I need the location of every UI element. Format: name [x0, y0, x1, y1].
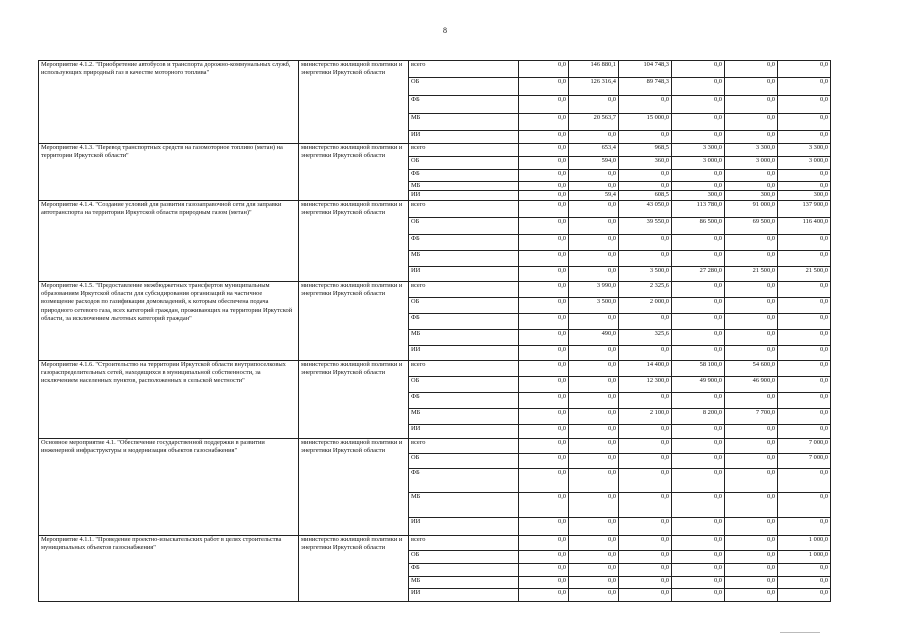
amount-cell: 0,0 — [569, 170, 619, 182]
amount-cell: 0,0 — [725, 297, 778, 313]
amount-cell: 0,0 — [519, 61, 569, 78]
amount-cell: 0,0 — [519, 329, 569, 345]
amount-cell: 3 000,0 — [778, 157, 831, 170]
funding-source-cell: ФБ — [409, 313, 519, 329]
amount-cell: 3 000,0 — [672, 157, 725, 170]
amount-cell: 49 900,0 — [672, 376, 725, 392]
amount-cell: 0,0 — [725, 517, 778, 535]
amount-cell: 0,0 — [569, 313, 619, 329]
amount-cell: 15 000,0 — [619, 114, 672, 131]
amount-cell: 0,0 — [778, 96, 831, 114]
amount-cell: 0,0 — [569, 345, 619, 360]
amount-cell: 0,0 — [672, 313, 725, 329]
amount-cell: 0,0 — [519, 517, 569, 535]
funding-source-cell: всего — [409, 144, 519, 157]
amount-cell: 0,0 — [519, 200, 569, 217]
amount-cell: 0,0 — [778, 517, 831, 535]
amount-cell: 146 880,1 — [569, 61, 619, 78]
amount-cell: 0,0 — [672, 576, 725, 588]
amount-cell: 0,0 — [519, 345, 569, 360]
amount-cell: 653,4 — [569, 144, 619, 157]
amount-cell: 0,0 — [619, 424, 672, 438]
amount-cell: 0,0 — [519, 453, 569, 468]
amount-cell: 325,6 — [619, 329, 672, 345]
amount-cell: 0,0 — [672, 453, 725, 468]
funding-source-cell: всего — [409, 360, 519, 376]
amount-cell: 0,0 — [778, 297, 831, 313]
amount-cell: 0,0 — [569, 217, 619, 234]
amount-cell: 1 000,0 — [778, 550, 831, 563]
funding-source-cell: ФБ — [409, 392, 519, 408]
amount-cell: 0,0 — [569, 468, 619, 492]
amount-cell: 0,0 — [725, 424, 778, 438]
amount-cell: 0,0 — [619, 550, 672, 563]
amount-cell: 0,0 — [725, 535, 778, 550]
amount-cell: 0,0 — [778, 281, 831, 297]
amount-cell: 0,0 — [519, 266, 569, 281]
executor-cell: министерство жилищной политики и энергетики Иркутской области — [299, 438, 409, 535]
amount-cell: 0,0 — [519, 234, 569, 250]
amount-cell: 8 200,0 — [672, 408, 725, 424]
amount-cell: 0,0 — [672, 182, 725, 191]
executor-cell: министерство жилищной политики и энергетики Иркутской области — [299, 61, 409, 144]
amount-cell: 89 748,3 — [619, 78, 672, 96]
amount-cell: 0,0 — [569, 453, 619, 468]
amount-cell: 0,0 — [725, 392, 778, 408]
amount-cell: 0,0 — [569, 131, 619, 144]
amount-cell: 59,4 — [569, 191, 619, 200]
amount-cell: 116 400,0 — [778, 217, 831, 234]
amount-cell: 0,0 — [519, 170, 569, 182]
amount-cell: 113 780,0 — [672, 200, 725, 217]
amount-cell: 0,0 — [778, 313, 831, 329]
amount-cell: 0,0 — [569, 234, 619, 250]
amount-cell: 14 400,0 — [619, 360, 672, 376]
amount-cell: 0,0 — [619, 517, 672, 535]
executor-cell: министерство жилищной политики и энергетики Иркутской области — [299, 535, 409, 601]
amount-cell: 0,0 — [672, 78, 725, 96]
amount-cell: 300,0 — [725, 191, 778, 200]
executor-cell: министерство жилищной политики и энергетики Иркутской области — [299, 144, 409, 201]
amount-cell: 0,0 — [569, 376, 619, 392]
funding-source-cell: МБ — [409, 329, 519, 345]
amount-cell: 0,0 — [725, 281, 778, 297]
funding-source-cell: ИИ — [409, 424, 519, 438]
amount-cell: 0,0 — [619, 170, 672, 182]
amount-cell: 0,0 — [519, 468, 569, 492]
funding-source-cell: МБ — [409, 492, 519, 517]
amount-cell: 46 900,0 — [725, 376, 778, 392]
amount-cell: 0,0 — [569, 438, 619, 453]
amount-cell: 0,0 — [778, 114, 831, 131]
amount-cell: 21 500,0 — [725, 266, 778, 281]
amount-cell: 0,0 — [519, 535, 569, 550]
amount-cell: 104 748,3 — [619, 61, 672, 78]
amount-cell: 0,0 — [778, 61, 831, 78]
amount-cell: 0,0 — [519, 376, 569, 392]
amount-cell: 0,0 — [725, 453, 778, 468]
amount-cell: 0,0 — [519, 424, 569, 438]
amount-cell: 20 563,7 — [569, 114, 619, 131]
amount-cell: 0,0 — [672, 563, 725, 576]
amount-cell: 0,0 — [519, 408, 569, 424]
amount-cell: 0,0 — [569, 492, 619, 517]
funding-source-cell: ОБ — [409, 217, 519, 234]
amount-cell: 0,0 — [778, 408, 831, 424]
funding-source-cell: ИИ — [409, 191, 519, 200]
amount-cell: 3 990,0 — [569, 281, 619, 297]
amount-cell: 0,0 — [778, 360, 831, 376]
amount-cell: 0,0 — [672, 492, 725, 517]
amount-cell: 0,0 — [778, 376, 831, 392]
amount-cell: 594,0 — [569, 157, 619, 170]
amount-cell: 39 550,0 — [619, 217, 672, 234]
funding-source-cell: ФБ — [409, 468, 519, 492]
funding-source-cell: всего — [409, 535, 519, 550]
event-name-cell: Мероприятие 4.1.5. "Предоставление межбюджетных трансфертов муниципальным образованиям Иркутской области для субсидирования организаций на частичное возмещение расходов по газификации домовладений, к которым обеспечена подача природного сетевого газа, всех категорий граждан, проживающих на территории Иркутской области, за исключением льготных категорий граждан" — [39, 281, 299, 360]
amount-cell: 27 280,0 — [672, 266, 725, 281]
funding-source-cell: ИИ — [409, 345, 519, 360]
amount-cell: 0,0 — [672, 96, 725, 114]
amount-cell: 0,0 — [672, 329, 725, 345]
funding-source-cell: всего — [409, 281, 519, 297]
amount-cell: 0,0 — [569, 550, 619, 563]
amount-cell: 0,0 — [672, 250, 725, 266]
funding-source-cell: всего — [409, 438, 519, 453]
amount-cell: 137 900,0 — [778, 200, 831, 217]
amount-cell: 0,0 — [778, 492, 831, 517]
amount-cell: 0,0 — [672, 61, 725, 78]
amount-cell: 0,0 — [519, 392, 569, 408]
funding-source-cell: ФБ — [409, 563, 519, 576]
amount-cell: 0,0 — [569, 266, 619, 281]
amount-cell: 0,0 — [725, 468, 778, 492]
amount-cell: 0,0 — [619, 313, 672, 329]
event-name-cell: Мероприятие 4.1.3. "Перевод транспортных средств на газомоторное топливо (метан) на территории Иркутской области" — [39, 144, 299, 201]
amount-cell: 58 100,0 — [672, 360, 725, 376]
amount-cell: 0,0 — [519, 550, 569, 563]
amount-cell: 0,0 — [619, 588, 672, 601]
table-row — [39, 438, 831, 453]
amount-cell: 0,0 — [519, 297, 569, 313]
amount-cell: 43 050,0 — [619, 200, 672, 217]
amount-cell: 0,0 — [672, 438, 725, 453]
amount-cell: 0,0 — [672, 392, 725, 408]
amount-cell: 0,0 — [619, 535, 672, 550]
amount-cell: 300,0 — [778, 191, 831, 200]
amount-cell: 0,0 — [672, 345, 725, 360]
amount-cell: 0,0 — [619, 576, 672, 588]
amount-cell: 2 325,6 — [619, 281, 672, 297]
amount-cell: 3 500,0 — [619, 266, 672, 281]
amount-cell: 0,0 — [778, 345, 831, 360]
amount-cell: 7 000,0 — [778, 453, 831, 468]
funding-source-cell: всего — [409, 200, 519, 217]
amount-cell: 69 500,0 — [725, 217, 778, 234]
amount-cell: 0,0 — [619, 563, 672, 576]
funding-source-cell: ИИ — [409, 517, 519, 535]
amount-cell: 3 300,0 — [778, 144, 831, 157]
amount-cell: 86 500,0 — [672, 217, 725, 234]
page-number: 8 — [443, 26, 447, 35]
amount-cell: 3 000,0 — [725, 157, 778, 170]
amount-cell: 54 600,0 — [725, 360, 778, 376]
amount-cell: 0,0 — [569, 182, 619, 191]
funding-source-cell: ФБ — [409, 96, 519, 114]
amount-cell: 3 500,0 — [569, 297, 619, 313]
event-name-cell: Мероприятие 4.1.4. "Создание условий для развития газозаправочной сети для заправки автотранспорта на территории Иркутской области природным газом (метан)" — [39, 200, 299, 281]
table-row — [39, 535, 831, 550]
footer-line — [780, 632, 820, 633]
amount-cell: 0,0 — [672, 281, 725, 297]
funding-source-cell: МБ — [409, 576, 519, 588]
amount-cell: 0,0 — [725, 96, 778, 114]
amount-cell: 0,0 — [519, 144, 569, 157]
amount-cell: 0,0 — [519, 114, 569, 131]
amount-cell: 2 100,0 — [619, 408, 672, 424]
event-name-cell: Мероприятие 4.1.6. "Строительство на территории Иркутской области внутрипоселковых газораспределительных сетей, находящихся в муниципальной собственности, за исключением населенных пунктов, расположенных в сельской местности" — [39, 360, 299, 438]
table-row — [39, 61, 831, 78]
funding-source-cell: ОБ — [409, 297, 519, 313]
funding-source-cell: МБ — [409, 114, 519, 131]
amount-cell: 0,0 — [672, 234, 725, 250]
amount-cell: 7 000,0 — [778, 438, 831, 453]
amount-cell: 300,0 — [672, 191, 725, 200]
amount-cell: 0,0 — [778, 563, 831, 576]
amount-cell: 0,0 — [519, 563, 569, 576]
amount-cell: 0,0 — [778, 468, 831, 492]
amount-cell: 0,0 — [569, 96, 619, 114]
amount-cell: 0,0 — [519, 191, 569, 200]
amount-cell: 0,0 — [519, 313, 569, 329]
amount-cell: 0,0 — [725, 563, 778, 576]
amount-cell: 0,0 — [778, 576, 831, 588]
amount-cell: 2 000,0 — [619, 297, 672, 313]
amount-cell: 0,0 — [569, 250, 619, 266]
funding-source-cell: ИИ — [409, 131, 519, 144]
amount-cell: 0,0 — [725, 438, 778, 453]
funding-source-cell: ОБ — [409, 157, 519, 170]
amount-cell: 3 300,0 — [672, 144, 725, 157]
executor-cell: министерство жилищной политики и энергетики Иркутской области — [299, 281, 409, 360]
amount-cell: 3 300,0 — [725, 144, 778, 157]
amount-cell: 126 316,4 — [569, 78, 619, 96]
amount-cell: 0,0 — [519, 588, 569, 601]
amount-cell: 0,0 — [569, 517, 619, 535]
amount-cell: 0,0 — [778, 424, 831, 438]
funding-source-cell: ОБ — [409, 78, 519, 96]
amount-cell: 0,0 — [778, 392, 831, 408]
amount-cell: 0,0 — [725, 114, 778, 131]
amount-cell: 0,0 — [519, 157, 569, 170]
amount-cell: 0,0 — [725, 576, 778, 588]
amount-cell: 0,0 — [569, 576, 619, 588]
amount-cell: 0,0 — [725, 492, 778, 517]
amount-cell: 0,0 — [672, 131, 725, 144]
funding-source-cell: ОБ — [409, 376, 519, 392]
amount-cell: 0,0 — [778, 131, 831, 144]
amount-cell: 0,0 — [569, 588, 619, 601]
amount-cell: 608,5 — [619, 191, 672, 200]
amount-cell: 0,0 — [672, 170, 725, 182]
amount-cell: 0,0 — [778, 234, 831, 250]
amount-cell: 0,0 — [519, 250, 569, 266]
amount-cell: 0,0 — [672, 114, 725, 131]
amount-cell: 0,0 — [725, 313, 778, 329]
amount-cell: 360,0 — [619, 157, 672, 170]
amount-cell: 0,0 — [519, 217, 569, 234]
amount-cell: 0,0 — [672, 535, 725, 550]
amount-cell: 0,0 — [569, 408, 619, 424]
event-name-cell: Основное мероприятие 4.1. "Обеспечение государственной поддержки в развитии инженерной инфраструктуры и модернизация объектов газоснабжения" — [39, 438, 299, 535]
amount-cell: 0,0 — [569, 424, 619, 438]
amount-cell: 0,0 — [569, 535, 619, 550]
executor-cell: министерство жилищной политики и энергетики Иркутской области — [299, 200, 409, 281]
funding-source-cell: МБ — [409, 182, 519, 191]
amount-cell: 0,0 — [619, 468, 672, 492]
amount-cell: 0,0 — [725, 170, 778, 182]
amount-cell: 0,0 — [778, 182, 831, 191]
amount-cell: 0,0 — [519, 492, 569, 517]
amount-cell: 7 700,0 — [725, 408, 778, 424]
event-name-cell: Мероприятие 4.1.1. "Проведение проектно-изыскательских работ в целях строительства муниципальных объектов газоснабжения" — [39, 535, 299, 601]
amount-cell: 0,0 — [672, 297, 725, 313]
amount-cell: 490,0 — [569, 329, 619, 345]
funding-source-cell: МБ — [409, 250, 519, 266]
amount-cell: 0,0 — [519, 182, 569, 191]
amount-cell: 0,0 — [519, 576, 569, 588]
table-row — [39, 360, 831, 376]
amount-cell: 0,0 — [619, 182, 672, 191]
table-body — [39, 61, 831, 602]
funding-source-cell: ФБ — [409, 170, 519, 182]
amount-cell: 0,0 — [619, 250, 672, 266]
amount-cell: 1 000,0 — [778, 535, 831, 550]
amount-cell: 0,0 — [569, 563, 619, 576]
amount-cell: 0,0 — [619, 131, 672, 144]
amount-cell: 0,0 — [725, 61, 778, 78]
amount-cell: 0,0 — [725, 78, 778, 96]
funding-source-cell: ОБ — [409, 453, 519, 468]
amount-cell: 91 000,0 — [725, 200, 778, 217]
funding-source-cell: ОБ — [409, 550, 519, 563]
amount-cell: 0,0 — [725, 182, 778, 191]
amount-cell: 0,0 — [569, 200, 619, 217]
amount-cell: 0,0 — [778, 588, 831, 601]
amount-cell: 0,0 — [725, 345, 778, 360]
amount-cell: 0,0 — [725, 250, 778, 266]
amount-cell: 0,0 — [619, 345, 672, 360]
funding-source-cell: ИИ — [409, 266, 519, 281]
amount-cell: 0,0 — [672, 424, 725, 438]
table-row — [39, 144, 831, 157]
amount-cell: 0,0 — [725, 131, 778, 144]
amount-cell: 0,0 — [778, 329, 831, 345]
amount-cell: 0,0 — [519, 78, 569, 96]
amount-cell: 0,0 — [519, 131, 569, 144]
amount-cell: 0,0 — [519, 438, 569, 453]
table-row — [39, 200, 831, 217]
financing-table — [38, 60, 831, 602]
amount-cell: 0,0 — [725, 234, 778, 250]
amount-cell: 0,0 — [619, 234, 672, 250]
amount-cell: 0,0 — [725, 588, 778, 601]
event-name-cell: Мероприятие 4.1.2. "Приобретение автобусов и транспорта дорожно-коммунальных служб, использующих природный газ в качестве моторного топлива" — [39, 61, 299, 144]
amount-cell: 968,5 — [619, 144, 672, 157]
amount-cell: 0,0 — [619, 438, 672, 453]
amount-cell: 0,0 — [672, 550, 725, 563]
amount-cell: 0,0 — [778, 250, 831, 266]
amount-cell: 0,0 — [519, 96, 569, 114]
amount-cell: 21 500,0 — [778, 266, 831, 281]
amount-cell: 0,0 — [519, 281, 569, 297]
amount-cell: 0,0 — [519, 360, 569, 376]
amount-cell: 0,0 — [672, 588, 725, 601]
amount-cell: 0,0 — [569, 360, 619, 376]
funding-source-cell: всего — [409, 61, 519, 78]
amount-cell: 0,0 — [569, 392, 619, 408]
funding-source-cell: ФБ — [409, 234, 519, 250]
amount-cell: 12 300,0 — [619, 376, 672, 392]
amount-cell: 0,0 — [619, 392, 672, 408]
table-row — [39, 281, 831, 297]
amount-cell: 0,0 — [672, 468, 725, 492]
funding-source-cell: МБ — [409, 408, 519, 424]
amount-cell: 0,0 — [619, 492, 672, 517]
amount-cell: 0,0 — [725, 329, 778, 345]
amount-cell: 0,0 — [725, 550, 778, 563]
amount-cell: 0,0 — [619, 453, 672, 468]
amount-cell: 0,0 — [778, 170, 831, 182]
amount-cell: 0,0 — [672, 517, 725, 535]
amount-cell: 0,0 — [619, 96, 672, 114]
executor-cell: министерство жилищной политики и энергетики Иркутской области — [299, 360, 409, 438]
funding-source-cell: ИИ — [409, 588, 519, 601]
amount-cell: 0,0 — [778, 78, 831, 96]
